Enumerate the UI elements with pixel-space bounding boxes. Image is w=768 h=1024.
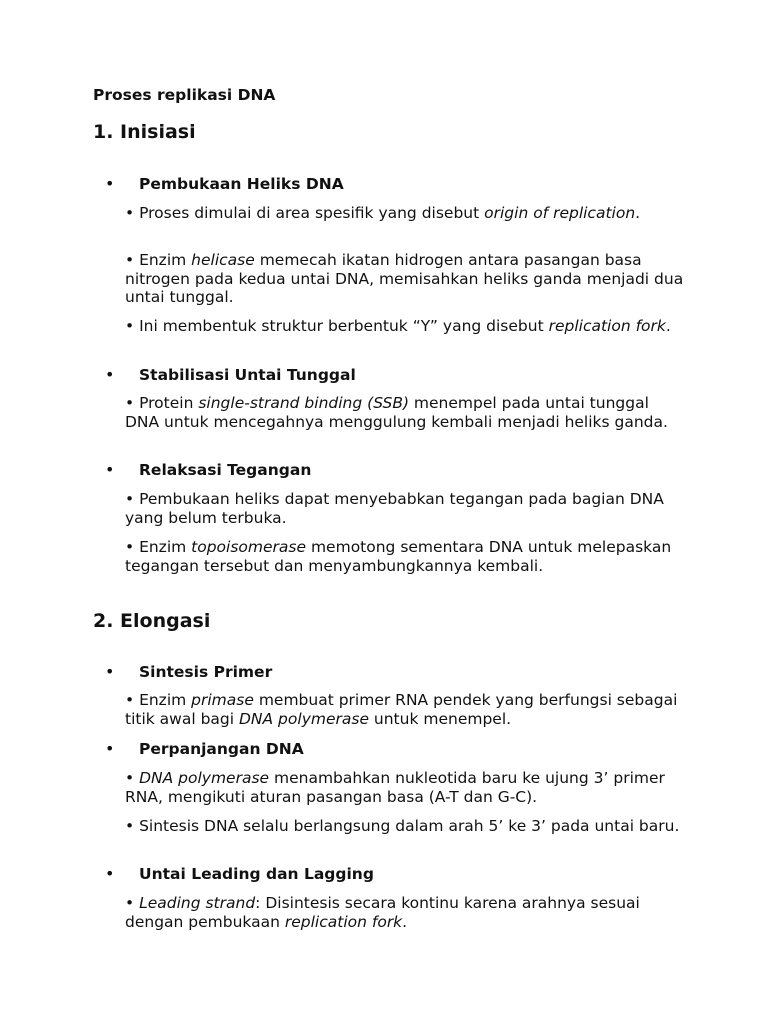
italic-term: DNA polymerase: [239, 709, 369, 728]
text-run: memotong sementara DNA untuk melepaskan tegangan tersebut dan menyambungkannya kembali.: [125, 538, 672, 575]
italic-term: DNA polymerase: [139, 769, 270, 787]
subsection-perpanjangan: [0, 739, 768, 759]
text-run: membuat primer RNA pendek yang berfungsi sebagai titik awal bagi: [125, 691, 678, 728]
bullet-icon: •: [105, 460, 115, 479]
paragraph: [125, 317, 685, 336]
subsection-leading-lagging: [0, 864, 768, 884]
bullet-icon: •: [105, 662, 115, 681]
bullet-icon: •: [105, 739, 115, 758]
document-title: Proses replikasi DNA: [93, 86, 276, 104]
text-run: • Enzim: [125, 251, 192, 269]
bullet-icon: •: [105, 174, 115, 193]
subsection-label: Untai Leading dan Lagging: [139, 865, 374, 883]
text-run: • Protein: [125, 394, 199, 412]
italic-term: helicase: [191, 251, 255, 269]
bullet-icon: •: [105, 365, 115, 384]
section-heading-inisiasi: 1. Inisiasi: [93, 121, 196, 143]
subsection-relaksasi: [0, 460, 768, 480]
subsection-pembukaan-heliks: [0, 174, 768, 194]
italic-term: topoisomerase: [191, 538, 307, 556]
text-run: .: [402, 912, 408, 931]
text-run: • Enzim: [125, 538, 192, 556]
text-run: untuk menempel.: [368, 709, 512, 728]
subsection-label: Perpanjangan DNA: [139, 740, 304, 758]
text-run: • Proses dimulai di area spesifik yang disebut: [125, 204, 485, 222]
paragraph: [125, 817, 685, 836]
subsection-label: Pembukaan Heliks DNA: [139, 175, 344, 193]
text-run: •: [125, 894, 140, 912]
italic-term: primase: [191, 691, 254, 709]
text-run: • Enzim: [125, 691, 192, 709]
subsection-label: Stabilisasi Untai Tunggal: [139, 366, 356, 384]
text-run: •: [125, 769, 140, 787]
subsection-label: Relaksasi Tegangan: [139, 461, 312, 479]
paragraph: [125, 894, 685, 931]
section-heading-elongasi: 2. Elongasi: [93, 610, 211, 632]
paragraph: [125, 204, 685, 223]
subsection-sintesis-primer: [0, 662, 768, 682]
subsection-stabilisasi: [0, 365, 768, 385]
italic-term: replication fork: [284, 912, 403, 931]
text-run: menambahkan nukleotida baru ke ujung 3’ primer RNA, mengikuti aturan pasangan basa (A-T dan G-C).: [125, 769, 665, 806]
text-run: • Ini membentuk struktur berbentuk “Y” yang disebut: [125, 317, 549, 335]
paragraph: [125, 691, 685, 728]
text-run: .: [665, 317, 671, 335]
paragraph: [125, 251, 685, 307]
text-run: menempel pada untai tunggal DNA untuk mencegahnya menggulung kembali menjadi heliks ganda.: [125, 394, 668, 431]
text-run: : Disintesis secara kontinu karena arahnya sesuai dengan pembukaan: [125, 894, 640, 931]
text-run: • Pembukaan heliks dapat menyebabkan tegangan pada bagian DNA yang belum terbuka.: [125, 490, 664, 527]
paragraph: [125, 538, 685, 575]
italic-term: single-strand binding (SSB): [198, 394, 409, 412]
text-run: • Sintesis DNA selalu berlangsung dalam arah 5’ ke 3’ pada untai baru.: [125, 817, 680, 835]
paragraph: [125, 490, 685, 527]
bullet-icon: •: [105, 864, 115, 883]
text-run: memecah ikatan hidrogen antara pasangan basa nitrogen pada kedua untai DNA, memisahkan heliks ganda menjadi dua untai tunggal.: [125, 251, 684, 307]
paragraph: [125, 769, 685, 806]
subsection-label: Sintesis Primer: [139, 663, 273, 681]
italic-term: origin of replication: [484, 204, 636, 222]
text-run: .: [635, 204, 641, 222]
italic-term: Leading strand: [139, 894, 256, 912]
paragraph: [125, 394, 685, 431]
italic-term: replication fork: [548, 317, 666, 335]
